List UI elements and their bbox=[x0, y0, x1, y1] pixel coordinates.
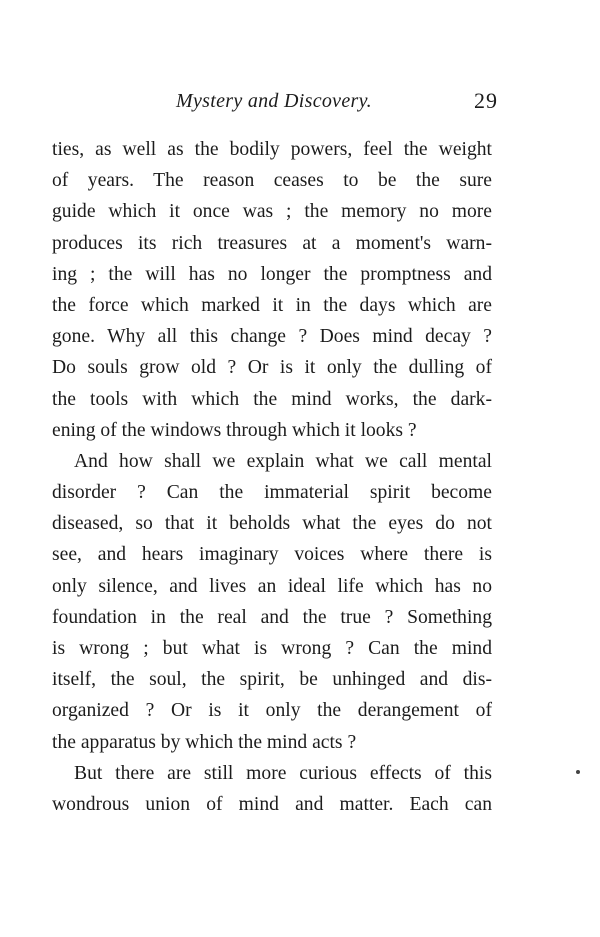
text-line: the tools with which the mind works, the dark- bbox=[52, 388, 492, 410]
text-line: is wrong ; but what is wrong ? Can the mind bbox=[52, 638, 492, 659]
text-line: guide which it once was ; the memory no more bbox=[52, 201, 492, 223]
text-line: only silence, and lives an ideal life which has no bbox=[52, 575, 492, 597]
text-line: diseased, so that it beholds what the eyes do not bbox=[52, 513, 492, 535]
page-number: 29 bbox=[474, 88, 498, 113]
paragraph-start-line: And how shall we explain what we call mental bbox=[74, 450, 492, 472]
running-head bbox=[52, 86, 496, 116]
text-line: organized ? Or is it only the derangement of bbox=[52, 700, 492, 722]
body-text bbox=[52, 134, 492, 820]
text-line: see, and hears imaginary voices where there is bbox=[52, 544, 492, 566]
running-title: Mystery and Discovery. bbox=[176, 90, 372, 112]
text-line: Do souls grow old ? Or is it only the dulling of bbox=[52, 357, 492, 379]
text-line: ening of the windows through which it looks ? bbox=[52, 419, 417, 441]
text-line: ing ; the will has no longer the promptness and bbox=[52, 263, 492, 285]
paragraph-start-line: But there are still more curious effects of this bbox=[74, 762, 492, 784]
text-line: disorder ? Can the immaterial spirit become bbox=[52, 482, 492, 504]
text-line: produces its rich treasures at a moment's warn- bbox=[52, 232, 492, 254]
text-line: gone. Why all this change ? Does mind decay ? bbox=[52, 326, 492, 348]
text-line: itself, the soul, the spirit, be unhinged and dis- bbox=[52, 669, 492, 691]
text-line: the force which marked it in the days which are bbox=[52, 294, 492, 316]
ink-speck bbox=[576, 770, 580, 774]
text-line: ties, as well as the bodily powers, feel the weight bbox=[52, 139, 492, 160]
text-line: foundation in the real and the true ? Something bbox=[52, 606, 492, 628]
text-line: of years. The reason ceases to be the sure bbox=[52, 170, 492, 192]
text-line: wondrous union of mind and matter. Each can bbox=[52, 793, 492, 815]
text-line: the apparatus by which the mind acts ? bbox=[52, 731, 357, 753]
